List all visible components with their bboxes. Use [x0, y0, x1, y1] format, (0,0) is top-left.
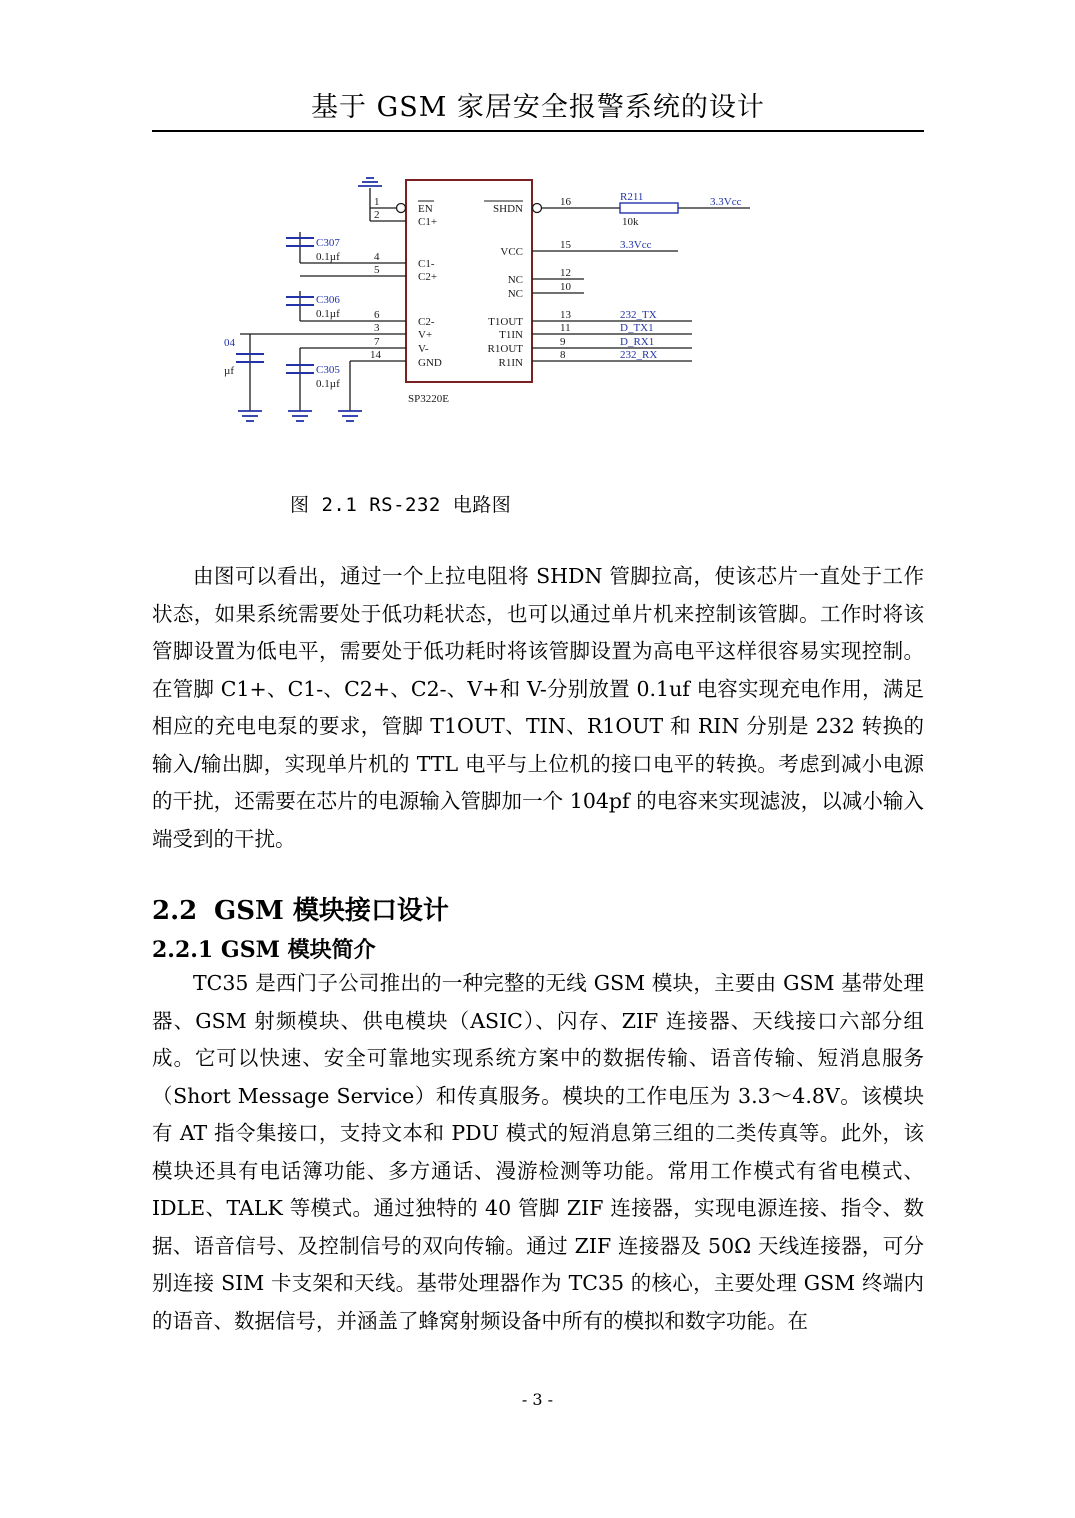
resistor-r211 [620, 203, 678, 213]
pin-label-c2m: C2- [418, 316, 435, 328]
pin-label-en: EN [418, 203, 433, 215]
net-label-232tx: 232_TX [620, 309, 657, 321]
pin-num-16: 16 [560, 196, 571, 208]
cap-c306-value: 0.1µf [316, 308, 340, 320]
pin-label-t1out: T1OUT [488, 316, 523, 328]
pin-num-6: 6 [374, 309, 380, 321]
pin-num-4: 4 [374, 251, 380, 263]
pin-num-1: 1 [374, 196, 380, 208]
pin-label-t1in: T1IN [499, 329, 523, 341]
cap-c305-name: C305 [316, 364, 340, 376]
shdn-bubble [533, 204, 542, 213]
cap-partial-name: 04 [224, 337, 235, 349]
pin-label-c1m: C1- [418, 258, 435, 270]
net-label-vcc: 3.3Vcc [620, 239, 652, 251]
net-label-shdn-vcc: 3.3Vcc [710, 196, 742, 208]
net-label-dtx1: D_TX1 [620, 322, 654, 334]
pin-label-r1out: R1OUT [487, 343, 523, 355]
pin-label-vcc: VCC [500, 246, 523, 258]
resistor-value: 10k [622, 216, 639, 228]
net-label-232rx: 232_RX [620, 349, 658, 361]
pin-label-vp: V+ [418, 329, 433, 341]
pin-num-13: 13 [560, 309, 571, 321]
pin-num-3: 3 [374, 322, 380, 334]
pin-label-nc2: NC [507, 288, 523, 300]
pin-num-5: 5 [374, 264, 380, 276]
section-title: GSM 模块接口设计 [214, 896, 449, 926]
pin-num-12: 12 [560, 267, 571, 279]
subsection-heading: 2.2.1 GSM 模块简介 [152, 937, 376, 963]
pin-label-shdn: SHDN [493, 203, 523, 215]
section-heading [152, 890, 449, 927]
pin-num-2: 2 [374, 209, 380, 221]
chip-name: SP3220E [408, 393, 449, 405]
figure-caption: 图 2.1 RS-232 电路图 [290, 494, 512, 516]
header-title: 基于 GSM 家居安全报警系统的设计 [311, 92, 765, 123]
pin-label-gnd: GND [418, 357, 442, 369]
cap-c305-value: 0.1µf [316, 378, 340, 390]
cap-partial-value: µf [224, 365, 235, 377]
circuit-diagram [220, 176, 780, 426]
pin-num-9: 9 [560, 336, 566, 348]
pin-num-10: 10 [560, 281, 571, 293]
pin-label-nc1: NC [507, 274, 523, 286]
pin-label-r1in: R1IN [498, 357, 523, 369]
pin-num-11: 11 [560, 322, 571, 334]
en-bubble [397, 204, 406, 213]
pin-label-vm: V- [418, 343, 429, 355]
page-header [152, 88, 924, 132]
pin-num-7: 7 [374, 336, 380, 348]
pin-num-14: 14 [370, 349, 381, 361]
resistor-name: R211 [620, 191, 644, 203]
page-number: - 3 - [521, 1390, 554, 1409]
cap-c307-name: C307 [316, 237, 340, 249]
pin-label-c2p: C2+ [418, 271, 438, 283]
paragraph-tc35: TC35 是西门子公司推出的一种完整的无线 GSM 模块，主要由 GSM 基带处理器、GSM 射频模块、供电模块（ASIC）、闪存、ZIF 连接器、天线接口六部分组成。它可以快速、安全可靠地实现系统方案中的数据传输、语音传输、短消息服务（Short Message Service）和传真服务。模块的工作电压为 3.3～4.8V。该模块有 AT 指令集接口，支持文本和 PDU 模式的短消息第三组的二类传真等。此外，该模块还具有电话簿功能、多方通话、漫游检测等功能。常用工作模式有省电模式、IDLE、TALK 等模式。通过独特的 40 管脚 ZIF 连接器，实现电源连接、指令、数据、语音信号、及控制信号的双向传输。通过 ZIF 连接器及 50Ω 天线连接器，可分别连接 SIM 卡支架和天线。基带处理器作为 TC35 的核心，主要处理 GSM 终端内的语音、数据信号，并涵盖了蜂窝射频设备中所有的模拟和数字功能。在 [152, 971, 924, 1333]
pin-label-c1p: C1+ [418, 216, 438, 228]
section-number: 2.2 [152, 896, 198, 926]
cap-c307-value: 0.1µf [316, 251, 340, 263]
pin-num-15: 15 [560, 239, 571, 251]
net-label-drx1: D_RX1 [620, 336, 655, 348]
cap-c306-name: C306 [316, 294, 340, 306]
pin-num-8: 8 [560, 349, 566, 361]
paragraph-rs232: 由图可以看出，通过一个上拉电阻将 SHDN 管脚拉高，使该芯片一直处于工作状态，如果系统需要处于低功耗状态，也可以通过单片机来控制该管脚。工作时将该管脚设置为低电平，需要处于低功耗时将该管脚设置为高电平这样很容易实现控制。在管脚 C1+、C1-、C2+、C2-、V+和 V-分别放置 0.1uf 电容实现充电作用，满足相应的充电电泵的要求，管脚 T1OUT、TIN、R1OUT 和 RIN 分别是 232 转换的输入/输出脚，实现单片机的 TTL 电平与上位机的接口电平的转换。考虑到减小电源的干扰，还需要在芯片的电源输入管脚加一个 104pf 的电容来实现滤波，以减小输入端受到的干扰。 [152, 564, 924, 851]
